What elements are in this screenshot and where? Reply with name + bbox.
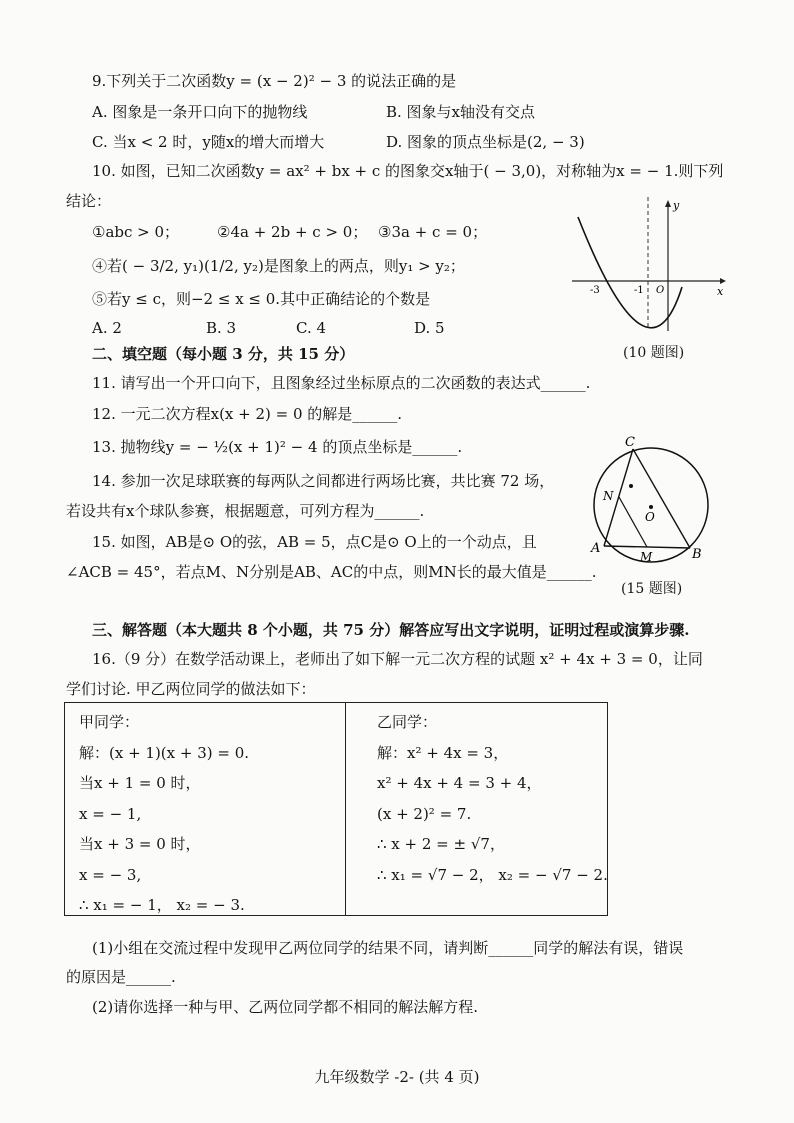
label-o: O <box>645 510 655 524</box>
label-y: y <box>673 199 680 212</box>
q16-line-2: 学们讨论. 甲乙两位同学的做法如下： <box>66 680 316 698</box>
q16-part-1-line-1: (1)小组在交流过程中发现甲乙两位同学的结果不同，请判断______同学的解法有误，错误 <box>92 939 684 957</box>
jia-line: 当x + 1 = 0 时， <box>79 774 201 792</box>
student-jia-solution <box>79 707 249 921</box>
q16-line-1: 16.（9 分）在数学活动课上，老师出了如下解一元二次方程的试题 x² + 4x + 3 = 0，让同 <box>92 650 703 668</box>
label-minus-3: -3 <box>590 285 600 296</box>
student-yi-solution <box>377 707 608 890</box>
q9-option-b: B. 图象与x轴没有交点 <box>386 103 536 121</box>
label-m: M <box>640 550 653 564</box>
solution-table <box>64 702 608 916</box>
yi-line: x² + 4x + 4 = 3 + 4， <box>377 774 542 792</box>
x-axis-arrow <box>720 278 726 284</box>
yi-line: 解：x² + 4x = 3， <box>377 743 509 762</box>
section-2-heading: 二、填空题（每小题 3 分，共 15 分） <box>92 345 355 363</box>
q13: 13. 抛物线y = − ½(x + 1)² − 4 的顶点坐标是______. <box>92 438 463 456</box>
q10-conclusion-4: ④若( − 3/2, y₁)(1/2, y₂)是图象上的两点，则y₁ > y₂； <box>92 257 465 275</box>
n-point <box>629 484 633 488</box>
page-footer: 九年级数学 -2- (共 4 页) <box>314 1068 480 1086</box>
center-point <box>649 505 653 509</box>
figure-15-circle <box>585 430 715 565</box>
jia-line: x = − 1, <box>79 804 142 823</box>
jia-line: 当x + 3 = 0 时， <box>79 835 201 853</box>
label-x: x <box>717 285 724 298</box>
jia-line: x = − 3, <box>79 865 142 884</box>
yi-line: (x + 2)² = 7. <box>377 804 472 823</box>
parabola-curve <box>578 217 682 328</box>
q16-part-2: (2)请你选择一种与甲、乙两位同学都不相同的解法解方程. <box>92 998 479 1016</box>
label-a: A <box>591 541 601 556</box>
q14-line-2: 若设共有x个球队参赛，根据题意，可列方程为______. <box>66 502 425 520</box>
q12: 12. 一元二次方程x(x + 2) = 0 的解是______. <box>92 405 403 423</box>
q10-conclusion-2: ②4a + 2b + c > 0； <box>217 223 368 241</box>
segment-mn <box>619 497 647 547</box>
q15-line-1: 15. 如图，AB是⊙ O的弦，AB = 5，点C是⊙ O上的一个动点，且 <box>92 533 537 551</box>
q10-option-c: C. 4 <box>296 319 327 337</box>
q14-line-1: 14. 参加一次足球联赛的每两队之间都进行两场比赛，共比赛 72 场， <box>92 472 555 490</box>
y-axis-arrow <box>665 200 671 207</box>
q10-conclusion-1: ①abc > 0； <box>92 223 180 241</box>
figure-15-caption: (15 题图) <box>621 581 683 597</box>
segment-bc <box>633 449 690 548</box>
q16-part-1-line-2: 的原因是______. <box>66 968 176 986</box>
q11: 11. 请写出一个开口向下，且图象经过坐标原点的二次函数的表达式______. <box>92 374 591 392</box>
q15-line-2: ∠ACB = 45°，若点M、N分别是AB、AC的中点，则MN长的最大值是______. <box>66 563 597 581</box>
figure-10-caption: (10 题图) <box>623 345 685 361</box>
label-c: C <box>625 435 635 450</box>
label-origin: O <box>656 285 665 296</box>
q10-option-b: B. 3 <box>206 319 237 337</box>
jia-line: 解：(x + 1)(x + 3) = 0. <box>79 743 250 762</box>
yi-line: ∴ x₁ = √7 − 2， x₂ = − √7 − 2. <box>377 865 608 884</box>
label-n: N <box>603 489 614 503</box>
yi-line: ∴ x + 2 = ± √7， <box>377 835 505 853</box>
q9-option-c: C. 当x < 2 时，y随x的增大而增大 <box>92 133 325 151</box>
label-b: B <box>692 547 702 562</box>
q9-option-a: A. 图象是一条开口向下的抛物线 <box>92 103 308 121</box>
figure-10-parabola <box>570 195 730 335</box>
table-divider <box>345 703 346 915</box>
q10-option-a: A. 2 <box>92 319 122 337</box>
jia-line: ∴ x₁ = − 1， x₂ = − 3. <box>79 896 245 914</box>
q10-conclusion-5: ⑤若y ≤ c，则−2 ≤ x ≤ 0.其中正确结论的个数是 <box>92 290 431 308</box>
q9-stem: 9.下列关于二次函数y = (x − 2)² − 3 的说法正确的是 <box>92 72 457 90</box>
q9-option-d: D. 图象的顶点坐标是(2, − 3) <box>386 133 585 151</box>
label-minus-1: -1 <box>634 285 644 296</box>
q10-option-d: D. 5 <box>414 319 445 337</box>
q10-stem-cont: 结论： <box>66 192 112 210</box>
jia-line: 甲同学： <box>79 713 140 731</box>
yi-line: 乙同学： <box>377 713 438 731</box>
q10-conclusion-3: ③3a + c = 0； <box>378 223 488 241</box>
q10-stem: 10. 如图，已知二次函数y = ax² + bx + c 的图象交x轴于( − 3,0)，对称轴为x = − 1.则下列 <box>92 162 724 180</box>
section-3-heading: 三、解答题（本大题共 8 个小题，共 75 分）解答应写出文字说明，证明过程或演算步骤. <box>92 621 690 639</box>
